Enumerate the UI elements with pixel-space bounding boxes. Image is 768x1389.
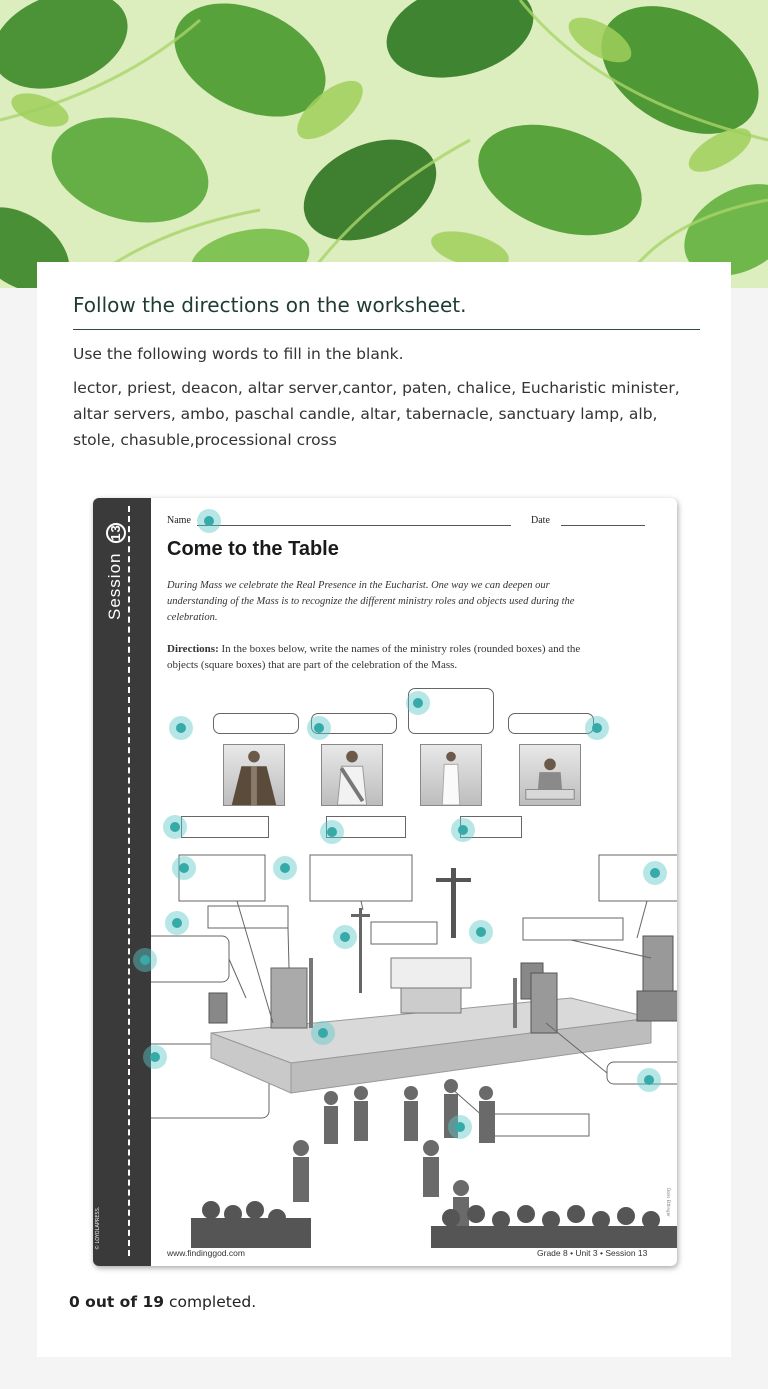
- hotspot-16[interactable]: [143, 1045, 167, 1069]
- activity-card: [37, 262, 731, 1357]
- hotspot-17[interactable]: [637, 1068, 661, 1092]
- session-text: Session: [105, 552, 124, 620]
- hotspot-13[interactable]: [469, 920, 493, 944]
- photo-credit: Doris Ettlinger: [666, 1188, 671, 1217]
- worksheet-footer-url: www.findinggod.com: [167, 1248, 245, 1258]
- answer-box-photo-1: [181, 816, 269, 838]
- hotspot-6[interactable]: [320, 820, 344, 844]
- directions-label: Directions:: [167, 643, 219, 655]
- worksheet-footer-grade: Grade 8 • Unit 3 • Session 13: [537, 1248, 648, 1258]
- altar-server-photo: [420, 744, 482, 806]
- hotspot-name[interactable]: [197, 509, 221, 533]
- progress-suffix: completed.: [164, 1293, 257, 1311]
- hotspot-1[interactable]: [169, 716, 193, 740]
- priest-photo: [223, 744, 285, 806]
- session-number: 13: [106, 523, 126, 543]
- progress-count: 0 out of 19: [69, 1293, 165, 1311]
- session-label: [105, 524, 126, 620]
- worksheet-intro: During Mass we celebrate the Real Presence in the Eucharist. One way we can deepen our understanding of the Mass is to recognize the different ministry roles and objects used during the celebration.: [167, 580, 575, 623]
- hotspot-15[interactable]: [311, 1021, 335, 1045]
- hotspot-2[interactable]: [307, 716, 331, 740]
- church-sanctuary-illustration: [151, 848, 677, 1248]
- hotspot-5[interactable]: [163, 815, 187, 839]
- header-banner: [0, 0, 768, 288]
- word-bank: lector, priest, deacon, altar server,cantor, paten, chalice, Eucharistic minister, altar servers, ambo, paschal candle, altar, tabernacle, sanctuary lamp, alb, stole, chasuble,processional cross: [73, 379, 680, 449]
- dashed-road-line: [128, 506, 131, 1256]
- copyright: © LOYOLAPRESS.: [95, 1206, 101, 1250]
- worksheet-directions: [167, 641, 597, 673]
- name-label: Name: [167, 515, 191, 526]
- deacon-photo: [321, 744, 383, 806]
- hotspot-8[interactable]: [172, 856, 196, 880]
- hotspot-11[interactable]: [165, 911, 189, 935]
- tropical-leaves-illustration: [0, 0, 768, 288]
- worksheet-image: [93, 498, 677, 1266]
- answer-box-role-4: [508, 713, 594, 734]
- date-line: [561, 525, 645, 526]
- lector-photo: [519, 744, 581, 806]
- hotspot-4[interactable]: [585, 716, 609, 740]
- instruction-text: Use the following words to fill in the blank.: [73, 345, 404, 363]
- name-line: [197, 525, 511, 526]
- hotspot-12[interactable]: [333, 925, 357, 949]
- hotspot-9[interactable]: [273, 856, 297, 880]
- title-divider: [73, 329, 700, 330]
- directions-text: In the boxes below, write the names of the ministry roles (rounded boxes) and the objects (square boxes) that are part of the celebration of the Mass.: [167, 643, 581, 671]
- hotspot-18[interactable]: [448, 1115, 472, 1139]
- worksheet-title: Come to the Table: [167, 538, 339, 560]
- page-title: Follow the directions on the worksheet.: [73, 293, 467, 317]
- answer-box-role-1: [213, 713, 299, 734]
- hotspot-7[interactable]: [451, 818, 475, 842]
- hotspot-10[interactable]: [643, 861, 667, 885]
- progress-status: [69, 1293, 256, 1311]
- date-label: Date: [531, 515, 550, 526]
- hotspot-3[interactable]: [406, 691, 430, 715]
- hotspot-14[interactable]: [133, 948, 157, 972]
